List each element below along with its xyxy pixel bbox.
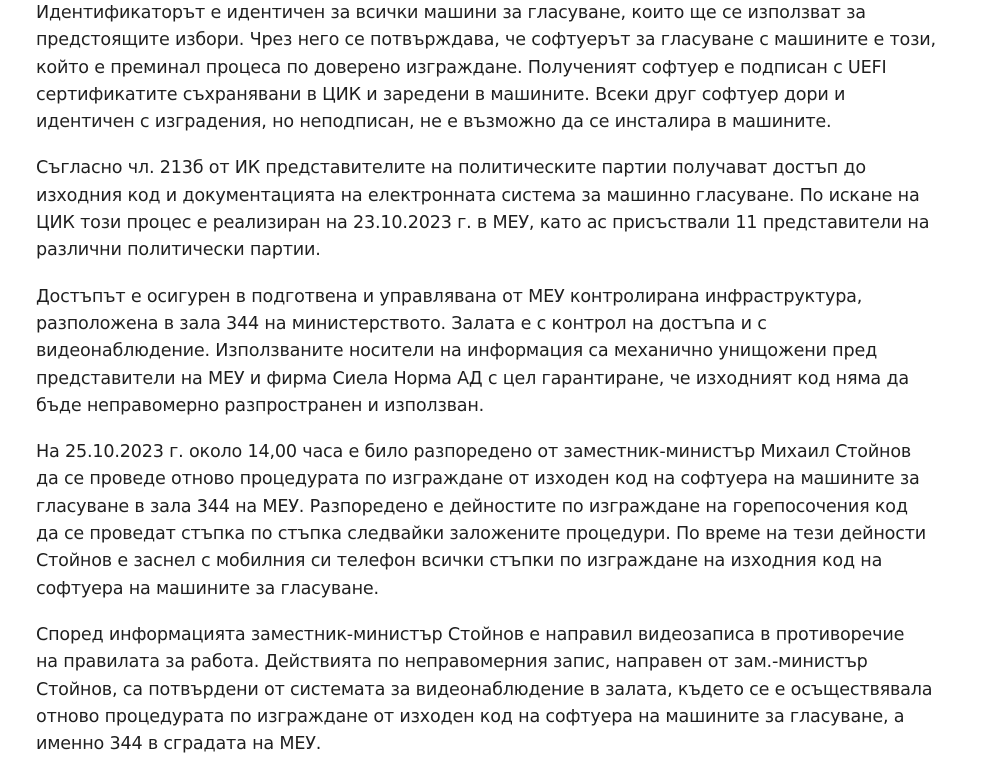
text-line: Стойнов е заснел с мобилния си телефон всички стъпки по изграждане на изходния код на: [36, 551, 883, 572]
text-line: изходния код и документацията на електронната система за машинно гласуване. По искане на: [36, 185, 920, 206]
text-line: да се проведе отново процедурата по изграждане от изходен код на софтуера на машините за: [36, 469, 920, 490]
text-line: Достъпът е осигурен в подготвена и управлявана от МЕУ контролирана инфраструктура,: [36, 286, 863, 307]
text-line: различни политически партии.: [36, 240, 321, 261]
paragraph-build-procedure: [36, 439, 966, 603]
text-line: представители на МЕУ и фирма Сиела Норма АД с цел гарантиране, че изходният код няма да: [36, 368, 909, 389]
paragraph-identifier: [36, 0, 966, 136]
text-line: сертификатите съхранявани в ЦИК и заредени в машините. Всеки друг софтуер дори и: [36, 84, 846, 105]
text-line: Идентификаторът е идентичен за всички машини за гласуване, които ще се използват за: [36, 3, 866, 23]
paragraph-source-code-access: [36, 155, 966, 264]
paragraph-video-recording: [36, 622, 966, 758]
text-line: софтуера на машините за гласуване.: [36, 578, 379, 599]
article-body: [36, 0, 966, 758]
paragraph-infrastructure: [36, 284, 966, 420]
text-line: който е преминал процеса по доверено изграждане. Полученият софтуер е подписан с UEFI: [36, 57, 887, 78]
text-line: видеонаблюдение. Използваните носители на информация са механично унищожени пред: [36, 341, 878, 362]
text-line: на правилата за работа. Действията по неправомерния запис, направен от зам.-министър: [36, 652, 868, 673]
text-line: да се проведат стъпка по стъпка следвайки заложените процедури. По време на тези дейности: [36, 524, 926, 545]
text-line: бъде неправомерно разпространен и използван.: [36, 395, 485, 416]
text-line: Стойнов, са потвърдени от системата за видеонаблюдение в залата, където се е осъществявала: [36, 679, 933, 700]
text-line: Съгласно чл. 213б от ИК представителите на политическите партии получават достъп до: [36, 158, 866, 179]
text-line: Според информацията заместник-министър Стойнов е направил видеозаписа в противоречие: [36, 624, 905, 645]
text-line: На 25.10.2023 г. около 14,00 часа е било разпоредено от заместник-министър Михаил Стойнов: [36, 442, 912, 463]
text-line: именно 344 в сградата на МЕУ.: [36, 734, 322, 755]
text-line: разположена в зала 344 на министерството. Залата е с контрол на достъпа и с: [36, 313, 767, 334]
text-line: ЦИК този процес е реализиран на 23.10.2023 г. в МЕУ, като ас присъствали 11 представители на: [36, 213, 930, 234]
text-line: отново процедурата по изграждане от изходен код на софтуера на машините за гласуване, а: [36, 706, 905, 727]
text-line: предстоящите избори. Чрез него се потвърждава, че софтуерът за гласуване с машините е този,: [36, 30, 936, 51]
text-line: гласуване в зала 344 на МЕУ. Разпоредено е дейностите по изграждане на горепосочения код: [36, 496, 908, 517]
text-line: идентичен с изградения, но неподписан, не е възможно да се инсталира в машините.: [36, 112, 832, 133]
